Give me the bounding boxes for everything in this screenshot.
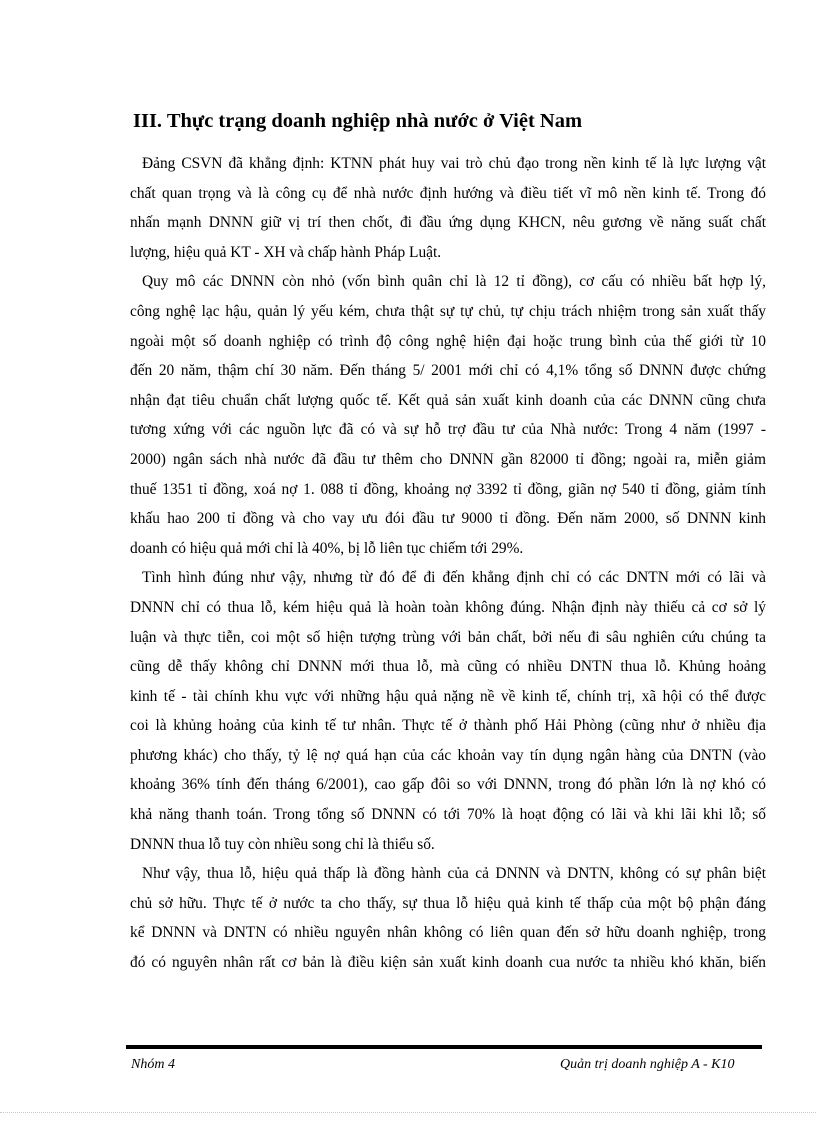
paragraph-line: phương khác) cho thấy, tỷ lệ nợ quá hạn của các khoản vay tín dụng ngân hàng của DNTN (vào: [130, 746, 766, 764]
paragraph-line: đó có nguyên nhân rất cơ bản là điều kiện sản xuất kinh doanh cua nước ta nhiều khó khăn, biến: [130, 954, 766, 972]
paragraph-line: nhận đạt tiêu chuẩn chất lượng quốc tế. Kết quả sản xuất kinh doanh của các DNNN cũng chưa: [130, 391, 766, 409]
paragraph-line: khả năng thanh toán. Trong tổng số DNNN có tới 70% là hoạt động có lãi và khi lãi khi lỗ; số: [130, 806, 766, 824]
paragraph: [130, 859, 766, 977]
paragraph-line: thuế 1351 tỉ đồng, xoá nợ 1. 088 tỉ đồng, khoảng nợ 3392 tỉ đồng, giãn nợ 540 tỉ đồng, giảm tính: [130, 480, 766, 498]
paragraph-line: coi là khủng hoảng của kinh tế tư nhân. Thực tế ở thành phố Hải Phòng (cũng như ở nhiều địa: [130, 717, 766, 735]
paragraph: [130, 267, 766, 563]
footer-group-name: Nhóm 4: [131, 1057, 175, 1072]
paragraph-line: Như vậy, thua lỗ, hiệu quả thấp là đồng hành của cả DNNN và DNTN, không có sự phân biệt: [142, 865, 766, 883]
paragraph-line: tương xứng với các nguồn lực đã có và sự hỗ trợ đầu tư của Nhà nước: Trong 4 năm (1997 -: [130, 421, 766, 439]
footer-divider: [126, 1045, 762, 1049]
paragraph-line: đến 20 năm, thậm chí 30 năm. Đến tháng 5/ 2001 mới chỉ có 4,1% tổng số DNNN được chứng: [130, 362, 766, 380]
paragraph-line: khoảng 36% tính đến tháng 6/2001), cao gấp đôi so với DNNN, trong đó phần lớn là nợ khó có: [130, 776, 766, 794]
page-edge: [0, 1112, 816, 1113]
body-text: [130, 149, 766, 978]
paragraph-line: khấu hao 200 tỉ đồng và cho vay ưu đói đầu tư 9000 tỉ đồng. Đến năm 2000, số DNNN kinh: [130, 510, 766, 528]
paragraph-line: DNNN thua lỗ tuy còn nhiều song chỉ là thiểu số.: [130, 835, 435, 853]
paragraph-line: doanh có hiệu quả mới chỉ là 40%, bị lỗ liên tục chiếm tới 29%.: [130, 539, 524, 557]
paragraph-line: Đảng CSVN đã khẳng định: KTNN phát huy vai trò chủ đạo trong nền kinh tế là lực lượng vật: [142, 155, 766, 172]
paragraph-line: DNNN chỉ có thua lỗ, kém hiệu quả là hoàn toàn không đúng. Nhận định này thiếu cả cơ sở lý: [130, 598, 766, 616]
paragraph-line: nhấn mạnh DNNN giữ vị trí then chốt, đi đầu ứng dụng KHCN, nêu gương về năng suất chất: [130, 214, 766, 232]
paragraph-line: lượng, hiệu quả KT - XH và chấp hành Pháp Luật.: [130, 243, 442, 261]
paragraph-line: công nghệ lạc hậu, quản lý yếu kém, chưa thật sự tự chủ, tự chịu trách nhiệm trong sản xuất thấy: [130, 302, 766, 320]
paragraph-line: chủ sở hữu. Thực tế ở nước ta cho thấy, sự thua lỗ hiệu quả kinh tế thấp của một bộ phận đáng: [130, 894, 766, 912]
paragraph-line: kinh tế - tài chính khu vực với những hậu quả nặng nề về kinh tế, chính trị, xã hội có thể được: [130, 687, 766, 705]
paragraph-line: Tình hình đúng như vậy, nhưng từ đó để đi đến khẳng định chỉ có các DNTN mới có lãi và: [142, 569, 766, 587]
paragraph: [130, 149, 766, 267]
paragraph-line: cũng dễ thấy không chỉ DNNN mới thua lỗ, mà cũng có nhiều DNTN thua lỗ. Khủng hoảng: [130, 658, 766, 676]
paragraph-line: luận và thực tiễn, coi một số hiện tượng trùng với bản chất, bởi nếu đi sâu nghiên cứu chúng ta: [130, 628, 766, 646]
paragraph-line: ngoài một số doanh nghiệp có trình độ công nghệ hiện đại hoặc trung bình của thế giới từ 10: [130, 332, 766, 350]
paragraph: [130, 563, 766, 859]
section-heading: III. Thực trạng doanh nghiệp nhà nước ở Việt Nam: [133, 110, 583, 132]
paragraph-line: kể DNNN và DNTN có nhiều nguyên nhân không có liên quan đến sở hữu doanh nghiệp, trong: [130, 924, 766, 942]
paragraph-line: Quy mô các DNNN còn nhỏ (vốn bình quân chỉ là 12 tỉ đồng), cơ cấu có nhiều bất hợp lý,: [142, 273, 766, 291]
footer-course-name: Quản trị doanh nghiệp A - K10: [560, 1057, 735, 1072]
paragraph-line: chất quan trọng và là công cụ để nhà nước định hướng và điều tiết vĩ mô nền kinh tế. Trong đó: [130, 184, 766, 202]
paragraph-line: 2000) ngân sách nhà nước đã đầu tư thêm cho DNNN gần 82000 tỉ đồng; ngoài ra, miễn giảm: [130, 450, 766, 468]
